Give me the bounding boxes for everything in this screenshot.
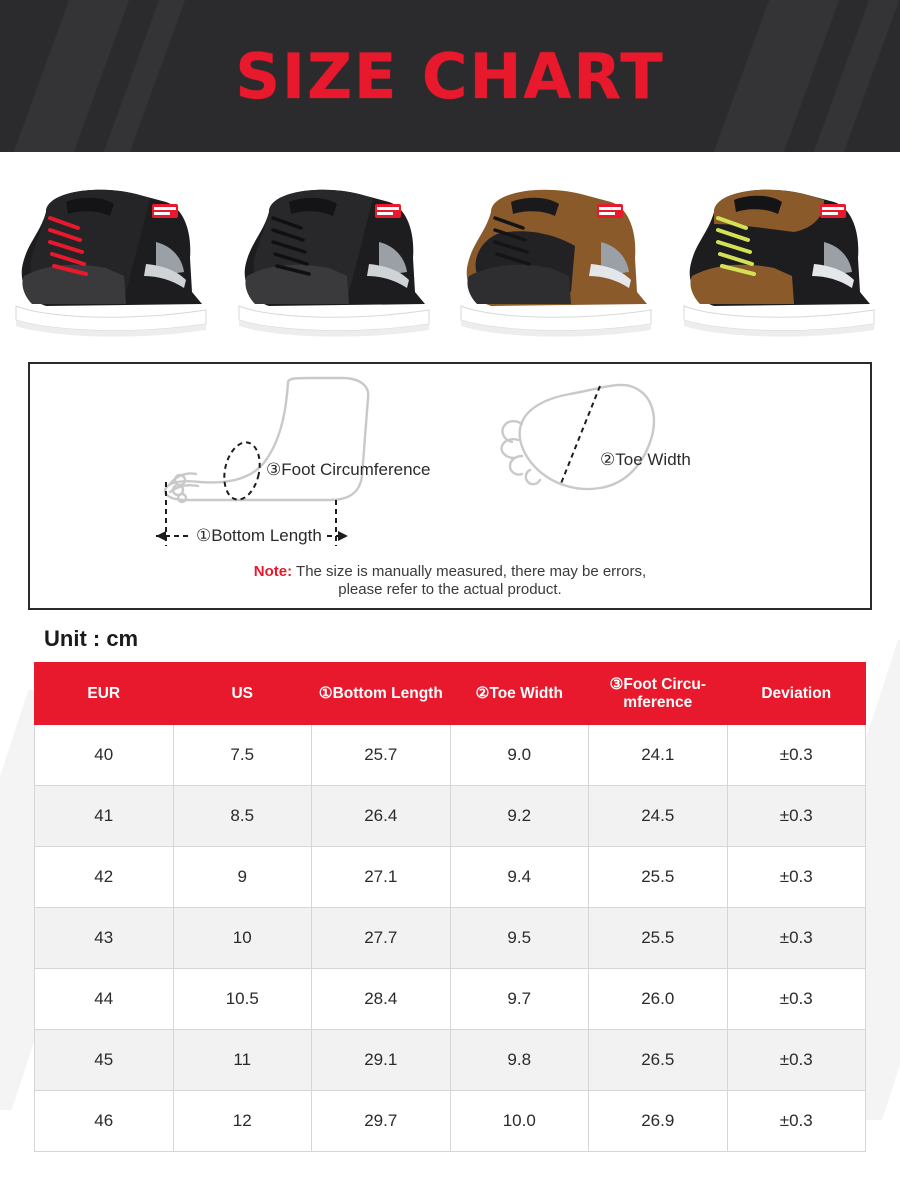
cell-deviation: ±0.3: [727, 908, 866, 969]
cell-us: 7.5: [173, 725, 312, 786]
page-header: [0, 0, 900, 152]
size-table-wrapper: [34, 662, 866, 1152]
col-eur: EUR: [35, 663, 174, 725]
table-row: [35, 725, 866, 786]
cell-us: 10.5: [173, 969, 312, 1030]
unit-label: Unit : cm: [44, 626, 139, 651]
page-title: SIZE CHART: [235, 39, 665, 113]
cell-eur: 42: [35, 847, 174, 908]
cell-toe-width: 9.2: [450, 786, 589, 847]
measurement-note: [30, 563, 870, 601]
cell-foot-circumference: 24.5: [589, 786, 728, 847]
cell-toe-width: 9.5: [450, 908, 589, 969]
cell-deviation: ±0.3: [727, 786, 866, 847]
shoe-brown-black-laces: [451, 172, 671, 352]
col-foot-circumference: ③Foot Circu-mference: [589, 663, 728, 725]
cell-deviation: ±0.3: [727, 1091, 866, 1152]
measurement-diagram: [28, 362, 872, 610]
cell-foot-circumference: 26.5: [589, 1030, 728, 1091]
cell-bottom-length: 29.1: [312, 1030, 451, 1091]
cell-bottom-length: 27.1: [312, 847, 451, 908]
cell-eur: 44: [35, 969, 174, 1030]
col-deviation: Deviation: [727, 663, 866, 725]
shoe-brown-yellow-laces: [674, 172, 894, 352]
cell-us: 8.5: [173, 786, 312, 847]
shoe-black-red-laces: [6, 172, 226, 352]
cell-foot-circumference: 24.1: [589, 725, 728, 786]
cell-bottom-length: 25.7: [312, 725, 451, 786]
label-foot-circumference: ③Foot Circumference: [266, 460, 431, 479]
table-row: [35, 1091, 866, 1152]
cell-bottom-length: 28.4: [312, 969, 451, 1030]
cell-toe-width: 10.0: [450, 1091, 589, 1152]
size-chart-table: [34, 662, 866, 1152]
cell-deviation: ±0.3: [727, 725, 866, 786]
cell-deviation: ±0.3: [727, 1030, 866, 1091]
note-label: Note:: [253, 562, 293, 580]
table-header-row: [35, 663, 866, 725]
cell-eur: 40: [35, 725, 174, 786]
table-row: [35, 908, 866, 969]
cell-foot-circumference: 26.9: [589, 1091, 728, 1152]
note-line-2: please refer to the actual product.: [338, 581, 562, 599]
note-line-1: The size is manually measured, there may be errors,: [296, 562, 647, 580]
label-bottom-length: ①Bottom Length: [192, 526, 326, 546]
label-toe-width: ②Toe Width: [600, 450, 691, 469]
cell-eur: 46: [35, 1091, 174, 1152]
cell-toe-width: 9.0: [450, 725, 589, 786]
cell-toe-width: 9.8: [450, 1030, 589, 1091]
cell-bottom-length: 29.7: [312, 1091, 451, 1152]
table-row: [35, 786, 866, 847]
col-toe-width: ②Toe Width: [450, 663, 589, 725]
cell-foot-circumference: 25.5: [589, 847, 728, 908]
table-row: [35, 1030, 866, 1091]
cell-toe-width: 9.4: [450, 847, 589, 908]
cell-toe-width: 9.7: [450, 969, 589, 1030]
shoe-black-black-laces: [229, 172, 449, 352]
cell-deviation: ±0.3: [727, 847, 866, 908]
col-us: US: [173, 663, 312, 725]
col-bottom-length: ①Bottom Length: [312, 663, 451, 725]
cell-foot-circumference: 25.5: [589, 908, 728, 969]
cell-bottom-length: 26.4: [312, 786, 451, 847]
cell-us: 12: [173, 1091, 312, 1152]
cell-us: 10: [173, 908, 312, 969]
product-image-strip: [0, 152, 900, 358]
cell-eur: 45: [35, 1030, 174, 1091]
cell-us: 11: [173, 1030, 312, 1091]
cell-eur: 41: [35, 786, 174, 847]
cell-us: 9: [173, 847, 312, 908]
table-row: [35, 969, 866, 1030]
table-row: [35, 847, 866, 908]
cell-foot-circumference: 26.0: [589, 969, 728, 1030]
cell-eur: 43: [35, 908, 174, 969]
cell-deviation: ±0.3: [727, 969, 866, 1030]
cell-bottom-length: 27.7: [312, 908, 451, 969]
